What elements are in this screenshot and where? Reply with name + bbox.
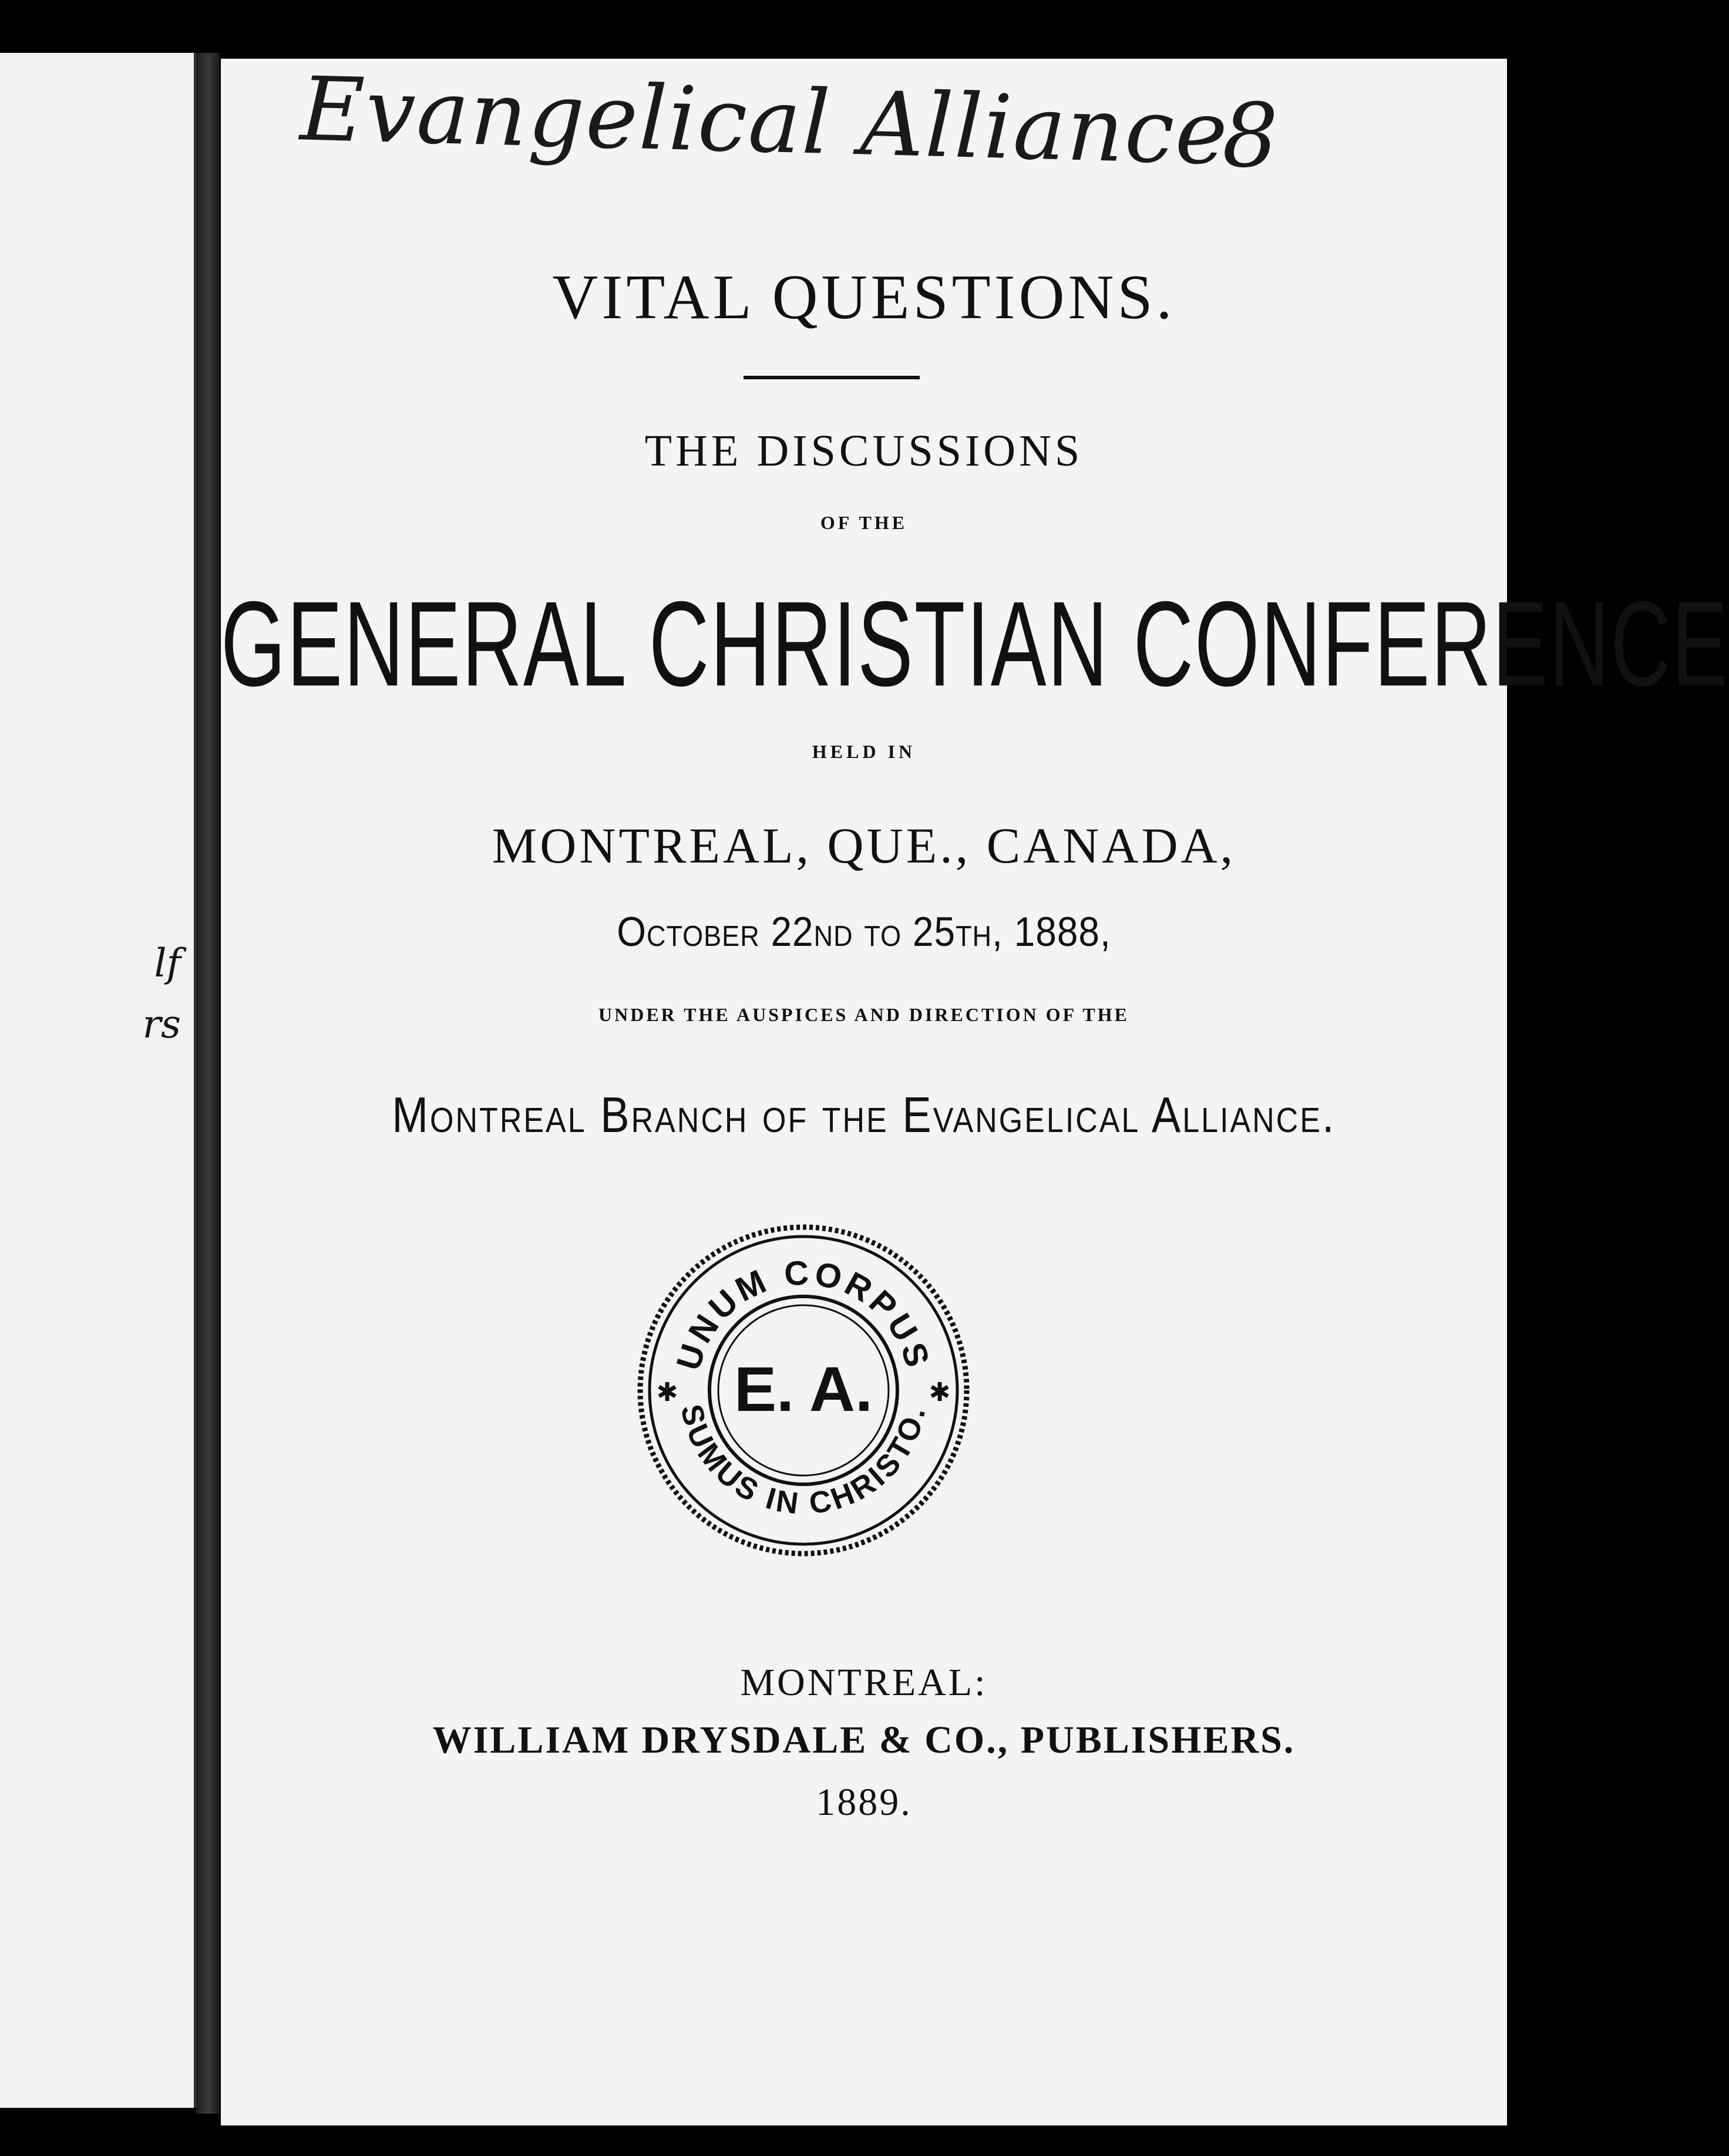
connector-text: OF THE: [820, 512, 908, 533]
book-title: VITAL QUESTIONS.: [552, 262, 1176, 332]
organizing-branch: Montreal Branch of the Evangelical Alliance.: [392, 1087, 1336, 1143]
seal-top-text: UNUM CORPUS: [669, 1254, 938, 1375]
imprint-place: MONTREAL:: [740, 1661, 988, 1704]
seal-star-ornament: ✱: [656, 1377, 678, 1407]
seal-bottom-text: SUMUS IN CHRISTO.: [674, 1401, 933, 1521]
seal-monogram: E. A.: [734, 1353, 873, 1424]
handwritten-mark: 8: [1222, 85, 1279, 187]
facing-page-text-fragment: rs: [142, 1002, 181, 1047]
conference-location: MONTREAL, QUE., CANADA,: [492, 817, 1236, 874]
imprint-year: 1889.: [816, 1781, 912, 1824]
connector-text: HELD IN: [812, 741, 916, 762]
seal-star-ornament: ✱: [929, 1377, 951, 1407]
facing-page-text-fragment: lf: [154, 941, 181, 986]
book-subtitle: THE DISCUSSIONS: [644, 426, 1084, 476]
book-gutter: [196, 53, 220, 2114]
title-page: [221, 58, 1729, 2125]
auspices-text: UNDER THE AUSPICES AND DIRECTION OF THE: [598, 1004, 1129, 1025]
title-rule: [744, 376, 920, 379]
facing-page-fragment: [0, 53, 196, 2108]
imprint-publisher: WILLIAM DRYSDALE & CO., PUBLISHERS.: [432, 1719, 1296, 1761]
conference-name: GENERAL CHRISTIAN CONFERENCE: [221, 576, 1729, 712]
handwritten-annotation: Evangelical Alliance: [298, 58, 1230, 185]
alliance-seal: [633, 1220, 974, 1561]
conference-dates: October 22nd to 25th, 1888,: [617, 908, 1111, 955]
